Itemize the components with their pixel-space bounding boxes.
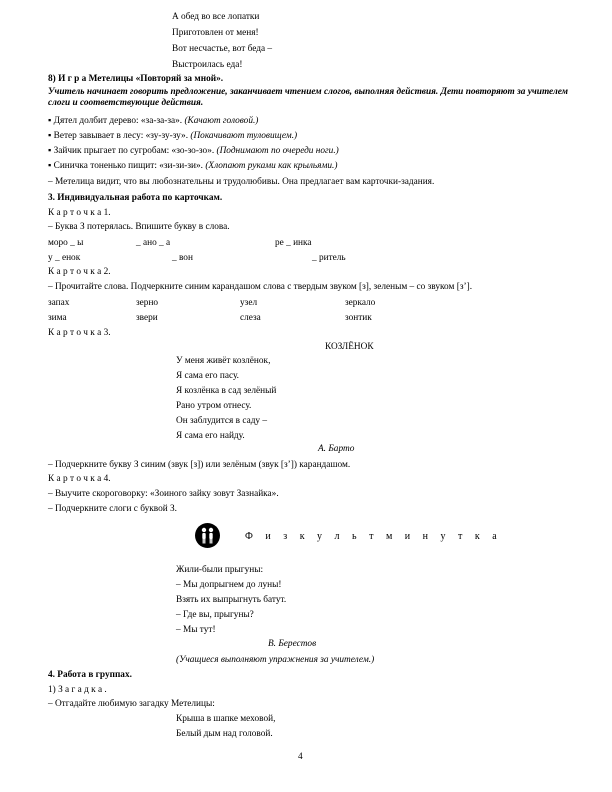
card1-label: К а р т о ч к а 1. [48, 208, 111, 218]
fiz-author: В. Берестов [268, 639, 317, 649]
card4-task2: – Подчеркните слоги с буквой З. [48, 504, 178, 514]
poem1-line-3: Вот несчастье, вот беда – [172, 44, 273, 54]
game-item-text: Синичка тоненько пищит: «зи-зи-зи». [53, 161, 203, 171]
fiz-line: – Мы допрыгнем до луны! [176, 580, 282, 590]
page-number: 4 [298, 752, 303, 762]
card3-poem-line: У меня живёт козлёнок, [176, 356, 271, 366]
card1-word: _ ано _ а [136, 238, 171, 248]
game-item-action: (Покачивают туловищем.) [190, 131, 298, 141]
game-number: 8) [48, 74, 56, 84]
fiz-line: – Мы тут! [176, 625, 216, 635]
game-instruction: Учитель начинает говорить предложение, заканчивает чтением слогов, выполняя действия. Дети повторяют за учителем слоги и соответствующие действия. [48, 87, 568, 108]
card3-task: – Подчеркните букву З синим (звук [з]) или зелёным (звук [з’]) карандашом. [48, 460, 351, 470]
card1-word: моро _ ы [48, 238, 84, 248]
card2-word: зима [48, 313, 67, 323]
game-item-1: ▪ Дятел долбит дерево: «за-за-за». (Качают головой.) [48, 116, 259, 126]
game-note: – Метелица видит, что вы любознательны и трудолюбивы. Она предлагает вам карточки-задания. [48, 177, 435, 187]
card3-label: К а р т о ч к а 3. [48, 328, 111, 338]
card4-label: К а р т о ч к а 4. [48, 474, 111, 484]
card2-task: – Прочитайте слова. Подчеркните синим карандашом слова с твердым звуком [з], зеленым – со звуком [з’]. [48, 282, 473, 292]
game-item-action: (Качают головой.) [184, 116, 259, 126]
card2-word: звери [136, 313, 158, 323]
game-title: И г р а Метелицы «Повторяй за мной». [58, 74, 224, 84]
riddle-line: Белый дым над головой. [176, 729, 273, 739]
card2-word: зерно [136, 298, 159, 308]
card2-word: слеза [240, 313, 261, 323]
fiz-line: Взять их выпрыгнуть батут. [176, 595, 287, 605]
card2-word: зонтик [345, 313, 372, 323]
card1-task: – Буква З потерялась. Впишите букву в слова. [48, 222, 230, 232]
card3-poem-line: Рано утром отнесу. [176, 401, 252, 411]
poem1-line-2: Приготовлен от меня! [172, 28, 259, 38]
fiz-note: (Учащиеся выполняют упражнения за учителем.) [176, 655, 375, 665]
card3-poem-line: Я сама его найду. [176, 431, 245, 441]
game-item-3: ▪ Зайчик прыгает по сугробам: «зо-зо-зо». (Поднимают по очереди ноги.) [48, 146, 339, 156]
poem1-line-1: А обед во все лопатки [172, 12, 260, 22]
section4-title: 4. Работа в группах. [48, 670, 132, 680]
game-item-action: (Поднимают по очереди ноги.) [216, 146, 339, 156]
game-heading [48, 74, 223, 85]
card3-poem-title: КОЗЛЁНОК [325, 342, 374, 352]
card3-author: А. Барто [318, 444, 355, 454]
card1-word: _ ритель [312, 253, 346, 263]
game-item-2: ▪ Ветер завывает в лесу: «зу-зу-зу». (Покачивают туловищем.) [48, 131, 298, 141]
card1-word: ре _ инка [275, 238, 312, 248]
card4-task1: – Выучите скороговорку: «Зоиного зайку зовут Зазнайка». [48, 489, 279, 499]
fizminutka-title: Ф и з к у л ь т м и н у т к а [245, 531, 502, 542]
card2-label: К а р т о ч к а 2. [48, 267, 111, 277]
riddle-task: – Отгадайте любимую загадку Метелицы: [48, 699, 215, 709]
two-people-icon [195, 523, 220, 548]
fiz-line: – Где вы, прыгуны? [176, 610, 254, 620]
card2-word: запах [48, 298, 70, 308]
riddle-label: 1) З а г а д к а . [48, 685, 107, 695]
card1-word: у _ енок [48, 253, 81, 263]
game-item-text: Дятел долбит дерево: «за-за-за». [53, 116, 183, 126]
card2-word: узел [240, 298, 258, 308]
card1-word: _ вон [172, 253, 193, 263]
card3-poem-line: Он заблудится в саду – [176, 416, 268, 426]
game-item-text: Ветер завывает в лесу: «зу-зу-зу». [53, 131, 189, 141]
riddle-line: Крыша в шапке меховой, [176, 714, 276, 724]
poem1-line-4: Выстроилась еда! [172, 60, 243, 70]
game-item-text: Зайчик прыгает по сугробам: «зо-зо-зо». [53, 146, 215, 156]
game-item-4: ▪ Синичка тоненько пищит: «зи-зи-зи». (Хлопают руками как крыльями.) [48, 161, 338, 171]
card2-word: зеркало [345, 298, 376, 308]
game-item-action: (Хлопают руками как крыльями.) [205, 161, 338, 171]
card3-poem-line: Я козлёнка в сад зелёный [176, 386, 277, 396]
card3-poem-line: Я сама его пасу. [176, 371, 239, 381]
section3-title: 3. Индивидуальная работа по карточкам. [48, 193, 223, 203]
fiz-line: Жили-были прыгуны: [176, 565, 264, 575]
